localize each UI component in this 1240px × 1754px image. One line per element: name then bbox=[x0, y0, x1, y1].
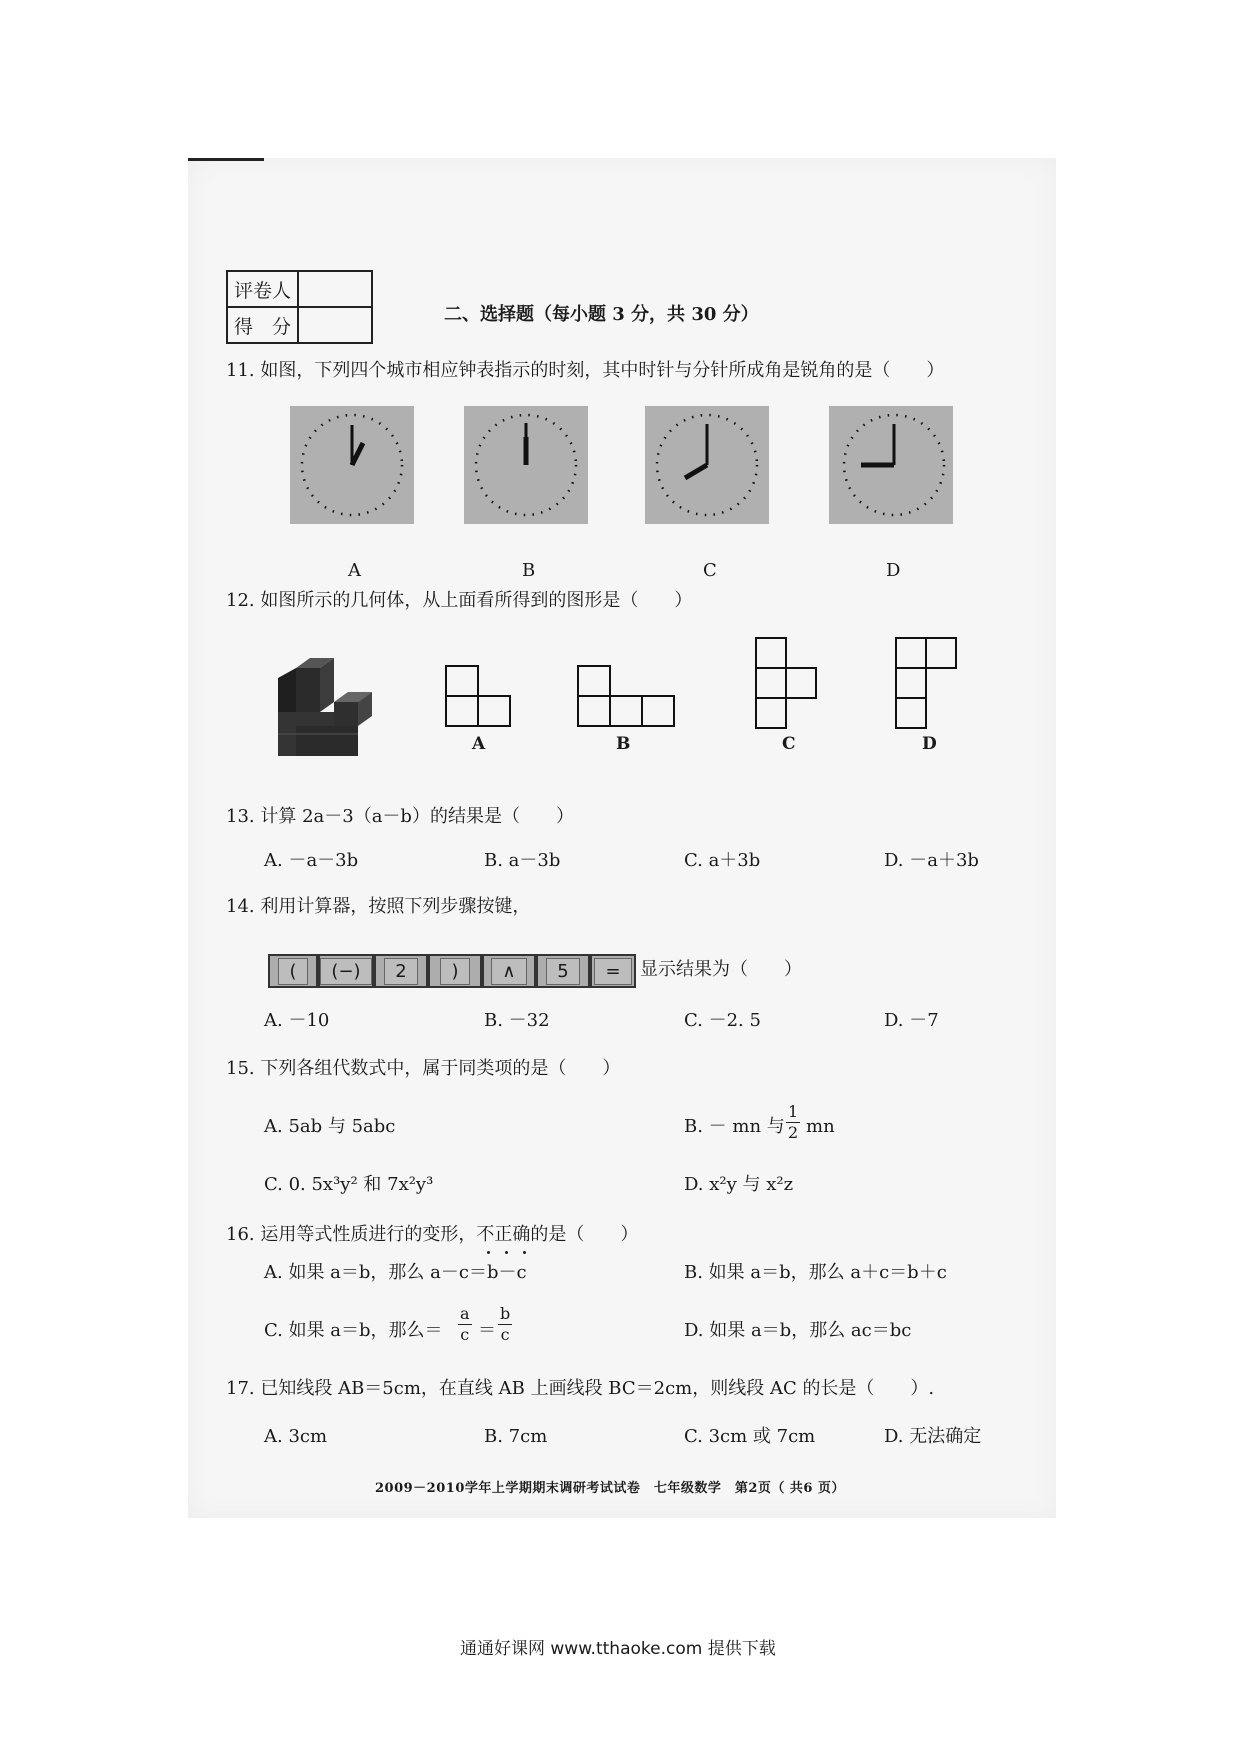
q16-fraction-b-over-c bbox=[498, 1306, 512, 1343]
q17-stem: 17. 已知线段 AB＝5cm，在直线 AB 上画线段 BC＝2cm，则线段 AC 的长是（ ）. bbox=[226, 1378, 935, 1399]
q15-option-b-prefix: B. － mn 与 bbox=[684, 1116, 785, 1137]
clock-b-icon bbox=[464, 406, 588, 524]
q16-fraction-a-over-c bbox=[458, 1306, 472, 1343]
q15-stem: 15. 下列各组代数式中，属于同类项的是（ ） bbox=[226, 1058, 621, 1079]
q13-option-b: B. a－3b bbox=[484, 850, 561, 871]
score-label: 得 分 bbox=[227, 307, 298, 343]
solid-figure-icon bbox=[276, 656, 376, 764]
q15-fraction-numerator: 1 bbox=[788, 1102, 799, 1121]
page-footer: 2009－2010学年上学期期末调研考试试卷 七年级数学 第2页（ 共6 页） bbox=[375, 1481, 846, 1496]
corner-mark bbox=[188, 158, 264, 161]
shape-a-icon bbox=[444, 664, 514, 732]
q17-option-c: C. 3cm 或 7cm bbox=[684, 1426, 816, 1447]
q11-label-b: B bbox=[522, 560, 536, 581]
q14-option-b: B. －32 bbox=[484, 1010, 550, 1031]
q15-fraction-denominator: 2 bbox=[788, 1123, 799, 1142]
q16-fraction-numerator: a bbox=[460, 1304, 470, 1323]
emphasis-dot bbox=[523, 1251, 526, 1254]
calc-key-power bbox=[482, 954, 536, 988]
calc-key-equals-label: = bbox=[594, 958, 631, 985]
score-cell bbox=[298, 307, 372, 343]
calc-key-open-paren-label: ( bbox=[278, 958, 307, 985]
clock-d-icon bbox=[829, 406, 953, 524]
clock-a-icon bbox=[290, 406, 414, 524]
q16-fraction-numerator: b bbox=[500, 1304, 511, 1323]
q13-option-d: D. －a＋3b bbox=[884, 850, 979, 871]
calc-key-close-paren bbox=[428, 954, 482, 988]
q15-option-b-fraction bbox=[786, 1104, 800, 1141]
q14-option-d: D. －7 bbox=[884, 1010, 939, 1031]
q12-stem: 12. 如图所示的几何体，从上面看所得到的图形是（ ） bbox=[226, 590, 693, 611]
calc-key-negative-label: (−) bbox=[320, 958, 371, 985]
clock-c-icon bbox=[645, 406, 769, 524]
q16-stem: 16. 运用等式性质进行的变形，不正确的是（ ） bbox=[226, 1224, 639, 1245]
q11-stem: 11. 如图，下列四个城市相应钟表指示的时刻，其中时针与分针所成角是锐角的是（ ） bbox=[226, 360, 945, 381]
q16-option-b: B. 如果 a＝b，那么 a＋c＝b＋c bbox=[684, 1262, 947, 1283]
calc-key-two bbox=[374, 954, 428, 988]
q12-label-a: A bbox=[472, 734, 486, 754]
emphasis-dot bbox=[487, 1251, 490, 1254]
q14-option-c: C. －2. 5 bbox=[684, 1010, 761, 1031]
q17-option-d: D. 无法确定 bbox=[884, 1426, 982, 1447]
q14-stem: 14. 利用计算器，按照下列步骤按键， bbox=[226, 896, 531, 917]
calc-key-close-paren-label: ) bbox=[440, 958, 469, 985]
q16-option-c-equals: ＝ bbox=[478, 1320, 496, 1341]
q12-label-b: B bbox=[616, 734, 631, 754]
q14-option-a: A. －10 bbox=[264, 1010, 330, 1031]
q16-option-d: D. 如果 a＝b，那么 ac＝bc bbox=[684, 1320, 912, 1341]
grader-label: 评卷人 bbox=[227, 271, 298, 307]
calc-key-open-paren bbox=[268, 954, 318, 988]
q11-label-a: A bbox=[348, 560, 361, 581]
calc-key-two-label: 2 bbox=[384, 958, 417, 985]
q12-label-d: D bbox=[922, 734, 937, 754]
shape-b-icon bbox=[576, 664, 680, 732]
q12-label-c: C bbox=[782, 734, 796, 754]
grader-cell bbox=[298, 271, 372, 307]
q15-option-b-suffix: mn bbox=[806, 1116, 835, 1137]
q16-option-c-prefix: C. 如果 a＝b，那么＝ bbox=[264, 1320, 443, 1341]
q15-option-a: A. 5ab 与 5abc bbox=[264, 1116, 396, 1137]
calc-key-negative bbox=[318, 954, 374, 988]
q13-option-a: A. －a－3b bbox=[264, 850, 359, 871]
q16-fraction-denominator: c bbox=[460, 1325, 470, 1344]
emphasis-dot bbox=[505, 1251, 508, 1254]
q17-option-b: B. 7cm bbox=[484, 1426, 548, 1447]
calc-key-five bbox=[536, 954, 590, 988]
shape-d-icon bbox=[894, 636, 964, 734]
q13-stem: 13. 计算 2a－3（a－b）的结果是（ ） bbox=[226, 806, 574, 827]
q13-option-c: C. a＋3b bbox=[684, 850, 761, 871]
score-box bbox=[226, 270, 373, 344]
download-note: 通通好课网 www.tthaoke.com 提供下载 bbox=[460, 1639, 776, 1659]
q16-option-a: A. 如果 a＝b，那么 a－c＝b－c bbox=[264, 1262, 527, 1283]
q11-label-c: C bbox=[703, 560, 717, 581]
q11-label-d: D bbox=[886, 560, 901, 581]
calc-key-five-label: 5 bbox=[546, 958, 579, 985]
q16-fraction-denominator: c bbox=[500, 1325, 510, 1344]
q14-result-text: 显示结果为（ ） bbox=[640, 959, 802, 980]
calc-key-power-label: ∧ bbox=[491, 958, 526, 985]
q15-option-c: C. 0. 5x³y² 和 7x²y³ bbox=[264, 1174, 434, 1195]
calc-key-equals bbox=[590, 954, 636, 988]
section-title: 二、选择题（每小题 3 分，共 30 分） bbox=[444, 304, 759, 325]
q15-option-d: D. x²y 与 x²z bbox=[684, 1174, 794, 1195]
shape-c-icon bbox=[754, 636, 824, 734]
q17-option-a: A. 3cm bbox=[264, 1426, 328, 1447]
